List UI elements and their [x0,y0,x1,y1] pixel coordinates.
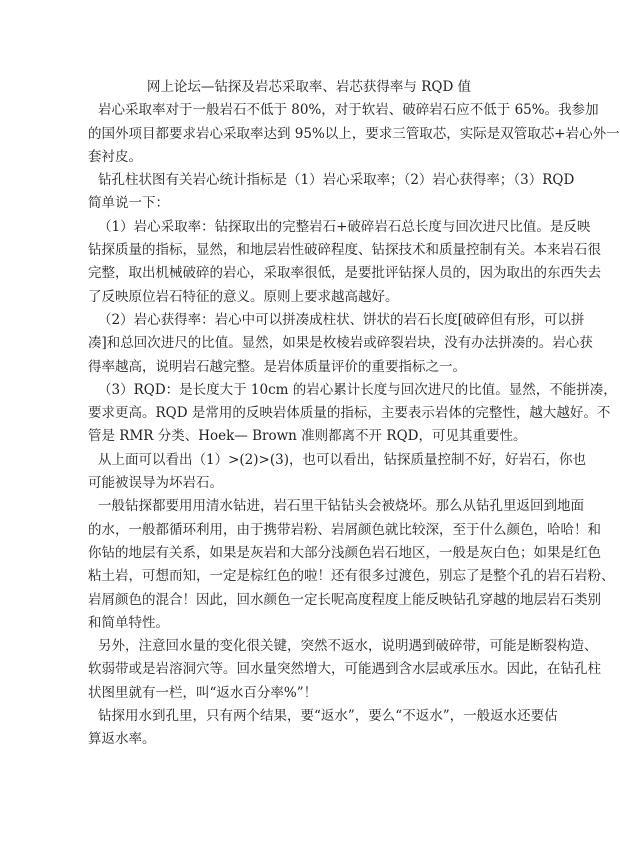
paragraph-line: 的水，一般都循环利用，由于携带岩粉、岩屑颜色就比较深，至于什么颜色，哈哈！和 [88,521,601,538]
paragraph-line: 算返水率。 [88,731,156,748]
paragraphs [88,99,620,751]
paragraph [88,309,593,379]
paragraph-line: 状图里就有一栏，叫“返水百分率%”！ [88,684,318,701]
paragraph-line: 从上面可以看出（1）>(2)>(3)，也可以看出，钻探质量控制不好，好岩石，你也 [98,451,586,468]
paragraph-line: 一般钻探都要用用清水钻进，岩石里干钻钻头会被烧坏。那么从钻孔里返回到地面 [98,498,584,515]
paragraph [88,635,601,705]
paragraph [88,705,558,752]
paragraph-line: 的国外项目都要求岩心采取率达到 95%以上，要求三管取芯，实际是双管取芯+岩心外一 [88,125,620,142]
paragraph-line: 要求更高。RQD 是常用的反映岩体质量的指标，主要表示岩体的完整性，越大越好。不 [88,405,611,422]
paragraph-line: 得率越高，说明岩石越完整。是岩体质量评价的重要指标之一。 [88,358,466,375]
paragraph-line: 钻探用水到孔里，只有两个结果，要“返水”，要么“不返水”，一般返水还要估 [98,708,558,725]
paragraph-line: （3）RQD：是长度大于 10cm 的岩心累计长度与回次进尺的比值。显然，不能拼凑， [98,381,617,398]
paragraph-line: 了反映原位岩石特征的意义。原则上要求越高越好。 [88,288,399,305]
paragraph-line: （2）岩心获得率：岩心中可以拼凑成柱状、饼状的岩石长度[破碎但有形，可以拼 [98,311,585,328]
paragraph [88,99,620,169]
paragraph-line: 粘土岩，可想而知，一定是棕红色的啦！还有很多过渡色，别忘了是整个孔的岩石岩粉、 [88,568,615,585]
paragraph-line: 软弱带或是岩溶洞穴等。回水量突然增大，可能遇到含水层或承压水。因此，在钻孔柱 [88,661,601,678]
paragraph-line: 凑]和总回次进尺的比值。显然，如果是枚棱岩或碎裂岩块，没有办法拼凑的。岩心获 [88,335,593,352]
paragraph-line: 管是 RMR 分类、Hoek— Brown 准则都离不开 RQD，可见其重要性。 [88,428,527,445]
paragraph-line: 套衬皮。 [88,148,142,165]
paragraph [88,169,575,216]
paragraph-line: 可能被误导为坏岩石。 [88,475,223,492]
paragraph-line: 简单说一下： [88,195,169,212]
paragraph-line: 钻探质量的指标，显然，和地层岩性破碎程度、钻探技术和质量控制有关。本来岩石很 [88,242,601,259]
paragraph-line: 你钻的地层有关系，如果是灰岩和大部分浅颜色岩石地区，一般是灰白色；如果是红色 [88,544,601,561]
paragraph-line: 钻孔柱状图有关岩心统计指标是（1）岩心采取率；（2）岩心获得率；（3）RQD [98,172,575,189]
paragraph [88,216,601,309]
document-title: 网上论坛—钻探及岩芯采取率、岩芯获得率与 RQD 值 [146,79,472,95]
paragraph-line: 岩屑颜色的混合！因此，回水颜色一定长呢高度程度上能反映钻孔穿越的地层岩石类别 [88,591,601,608]
paragraph [88,495,615,635]
document-body [88,76,620,752]
paragraph-line: 完整，取出机械破碎的岩心，采取率很低，是要批评钻探人员的，因为取出的东西失去 [88,265,601,282]
paragraph-line: （1）岩心采取率：钻探取出的完整岩石+破碎岩石总长度与回次进尺比值。是反映 [98,218,591,235]
paragraph [88,449,586,496]
paragraph-line: 和简单特性。 [88,614,169,631]
paragraph [88,379,617,449]
paragraph-line: 另外，注意回水量的变化很关键，突然不返水，说明遇到破碎带，可能是断裂构造、 [98,638,598,655]
paragraph-line: 岩心采取率对于一般岩石不低于 80%，对于软岩、破碎岩石应不低于 65%。我参加 [98,102,599,119]
